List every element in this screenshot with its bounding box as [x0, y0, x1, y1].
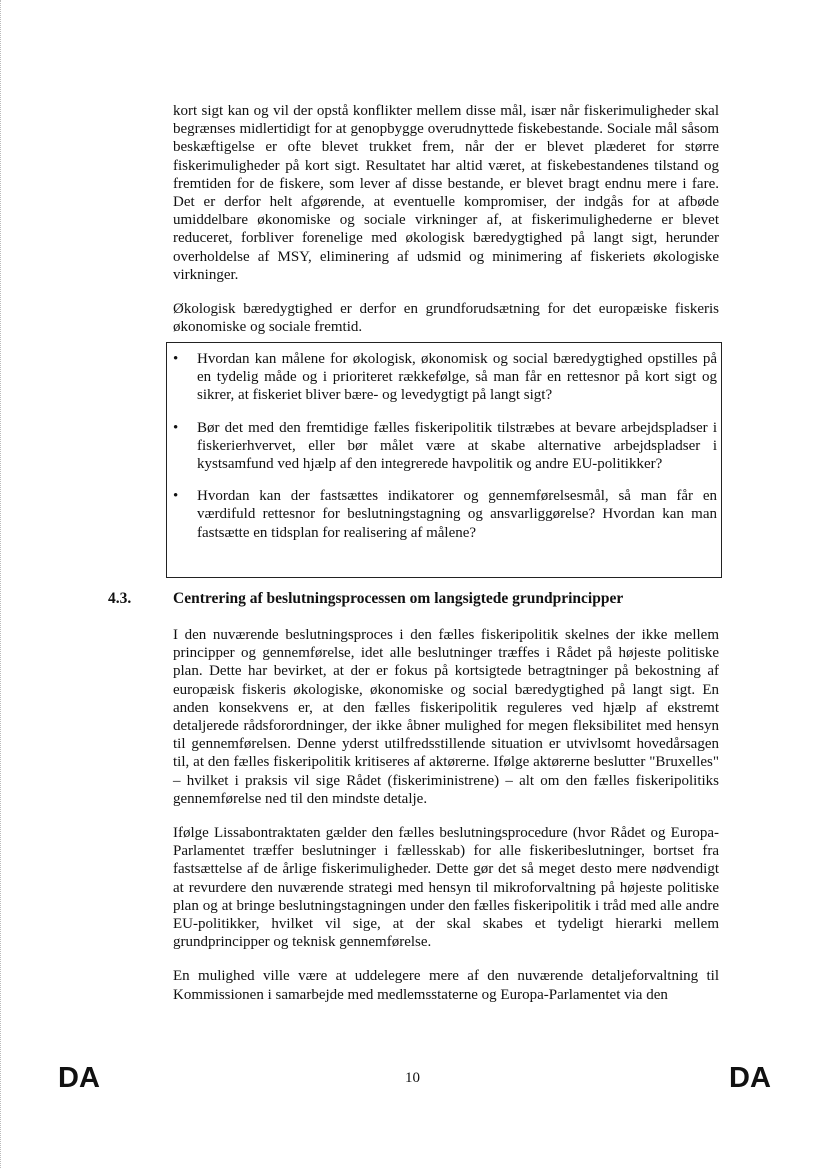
- page-number: 10: [405, 1070, 420, 1086]
- bullet-icon: •: [173, 351, 179, 367]
- paragraph-decision-process: I den nuværende beslutningsproces i den fælles fiskeripolitik skelnes der ikke mellem principper og gennemførelse, idet alle beslutninger træffes i Rådet på højeste politiske plan. Dette har bevirket, at der er fokus på kortsigtede betragtninger på bekostning af europæisk fiskeris økologiske, økonomiske og social bæredygtighed på langt sigt. En anden konsekvens er, at den fælles fiskeripolitik reguleres ved hjælp af ekstremt detaljerede rådsforordninger, der ikke åbner mulighed for megen fleksibilitet med hensyn til gennemførelsen. Denne yderst utilfredsstillende situation er utvivlsomt hovedårsagen til, at den fælles fiskeripolitik kritiseres af aktørerne. Ifølge aktørerne beslutter "Bruxelles" – hvilket i praksis vil sige Rådet (fiskeriministrene) – alt om den fælles fiskeripolitiks gennemførelse ned til den mindste detalje.: [173, 627, 719, 807]
- question-list: [167, 350, 721, 556]
- bullet-icon: •: [173, 488, 179, 505]
- question-item: [167, 350, 721, 405]
- paragraph-conflicts: kort sigt kan og vil der opstå konflikter mellem disse mål, især når fiskerimuligheder skal begrænses midlertidigt for at genopbygge overudnyttede fiskebestande. Sociale mål såsom beskæftigelse er ofte blevet trukket frem, når der er blevet plæderet for større fiskerimuligheder på kort sigt. Resultatet har altid været, at fiskebestandenes tilstand og fremtiden for de fiskere, som lever af disse bestande, er blevet bragt endnu mere i fare. Det er derfor helt afgørende, at eventuelle kompromiser, der indgås for at afbøde umiddelbare økonomiske og sociale virkninger af, at fiskerimulighederne er blevet reduceret, forbliver forenelige med økologisk bæredygtighed på langt sigt, herunder overholdelse af MSY, eliminering af udsmid og minimering af fiskeriets økologiske virkninger.: [173, 103, 719, 283]
- language-code-right: DA: [729, 1062, 771, 1094]
- paragraph-delegation: En mulighed ville være at uddelegere mere af den nuværende detaljeforvaltning til Kommissionen i samarbejde med medlemsstaterne og Europa-Parlamentet via den: [173, 968, 719, 1003]
- paragraph-ecological-sustainability: Økologisk bæredygtighed er derfor en grundforudsætning for det europæiske fiskeris økonomiske og sociale fremtid.: [173, 301, 719, 336]
- page-footer: [0, 1062, 825, 1098]
- section-title: Centrering af beslutningsprocessen om langsigtede grundprincipper: [173, 590, 624, 607]
- question-item: [167, 419, 721, 474]
- question-text: Hvordan kan målene for økologisk, økonomisk og social bæredygtighed opstilles på en tydelig måde og i prioriteret rækkefølge, så man får en rettesnor på kort sigt og sikrer, at fiskeriet bliver bære- og levedygtigt på langt sigt?: [197, 351, 717, 404]
- paragraph-lisbon-treaty: Ifølge Lissabontraktaten gælder den fælles beslutningsprocedure (hvor Rådet og Europa-Parlamentet træffer beslutninger i fællesskab) for alle fiskeribeslutninger, bortset fra fastsættelse af de årlige fiskerimuligheder. Dette gør det så meget desto mere nødvendigt at revurdere den nuværende strategi med hensyn til mikroforvaltning på højeste politiske plan og at bringe beslutningstagningen under den fælles fiskeripolitik i tråd med alle andre EU-politikker, hvilket vil sige, at der skal skabes et tydeligt hierarki mellem grundprincipper og teknisk gennemførelse.: [173, 825, 719, 951]
- bullet-icon: •: [173, 419, 179, 436]
- question-text: Hvordan kan der fastsættes indikatorer og gennemførelsesmål, så man får en værdifuld rettesnor for beslutningstagning og ansvarliggørelse? Hvordan kan man fastsætte en tidsplan for realisering af målene?: [197, 488, 717, 541]
- question-item: [167, 487, 721, 542]
- intro-section: [173, 102, 719, 336]
- question-text: Bør det med den fremtidige fælles fiskeripolitik tilstræbes at bevare arbejdspladser i fiskerierhvervet, eller bør målet være at skabe alternative arbejdspladser i kystsamfund ved hjælp af den integrerede havpolitik og andre EU-politikker?: [197, 419, 717, 473]
- language-code-left: DA: [58, 1062, 100, 1094]
- section-number: 4.3.: [108, 590, 132, 607]
- page-edge-line: [0, 0, 4, 1168]
- section-body: [173, 626, 719, 1004]
- question-box: [166, 342, 722, 578]
